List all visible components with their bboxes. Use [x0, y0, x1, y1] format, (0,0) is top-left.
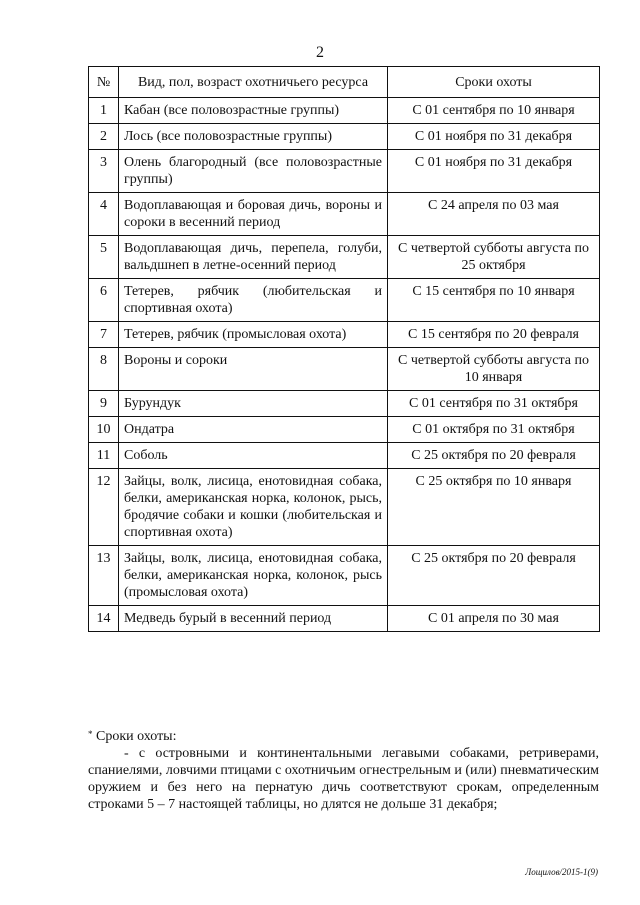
row-period: С 01 ноября по 31 декабря: [388, 150, 600, 193]
footnote: [88, 728, 599, 813]
row-number: 8: [89, 348, 119, 391]
footnote-title: Сроки охоты:: [96, 729, 177, 744]
row-number: 12: [89, 469, 119, 546]
table-row: [89, 348, 600, 391]
row-number: 13: [89, 546, 119, 606]
row-number: 4: [89, 193, 119, 236]
row-species: Ондатра: [119, 417, 388, 443]
row-period: С 25 октября по 20 февраля: [388, 443, 600, 469]
table-row: [89, 546, 600, 606]
table-row: [89, 469, 600, 546]
row-species: Водоплавающая дичь, перепела, голуби, вальдшнеп в летне-осенний период: [119, 236, 388, 279]
row-period: С 01 апреля по 30 мая: [388, 606, 600, 632]
row-number: 11: [89, 443, 119, 469]
table-row: [89, 443, 600, 469]
table-row: [89, 150, 600, 193]
footnote-body: - с островными и континентальными легавыми собаками, ретриверами, спаниелями, ловчими птицами с охотничьим огнестрельным и (или) пневматическим оружием и без него на пернатую дичь соответствуют срокам, определенным строками 5 – 7 настоящей таблицы, но длятся не дольше 31 декабря;: [88, 746, 599, 812]
header-number: №: [89, 67, 119, 98]
table-row: [89, 236, 600, 279]
row-species: Бурундук: [119, 391, 388, 417]
table-row: [89, 391, 600, 417]
row-number: 6: [89, 279, 119, 322]
hunting-periods-table: [88, 66, 600, 632]
footnote-marker: *: [88, 729, 93, 739]
row-species: Вороны и сороки: [119, 348, 388, 391]
row-number: 14: [89, 606, 119, 632]
table-row: [89, 193, 600, 236]
row-number: 5: [89, 236, 119, 279]
row-species: Тетерев, рябчик (любительская и спортивная охота): [119, 279, 388, 322]
row-species: Лось (все половозрастные группы): [119, 124, 388, 150]
table-header-row: [89, 67, 600, 98]
row-species: Зайцы, волк, лисица, енотовидная собака, белки, американская норка, колонок, рысь, бродячие собаки и кошки (любительская и спортивная охота): [119, 469, 388, 546]
header-period: Сроки охоты: [388, 67, 600, 98]
row-number: 2: [89, 124, 119, 150]
header-species: Вид, пол, возраст охотничьего ресурса: [119, 67, 388, 98]
row-number: 7: [89, 322, 119, 348]
row-species: Кабан (все половозрастные группы): [119, 98, 388, 124]
row-period: С 01 сентября по 31 октября: [388, 391, 600, 417]
row-period: С 15 сентября по 10 января: [388, 279, 600, 322]
page-number: 2: [316, 44, 324, 61]
document-code: Лощилов/2015-1(9): [525, 867, 598, 877]
row-species: Медведь бурый в весенний период: [119, 606, 388, 632]
row-number: 3: [89, 150, 119, 193]
table-row: [89, 124, 600, 150]
row-species: Водоплавающая и боровая дичь, вороны и сороки в весенний период: [119, 193, 388, 236]
row-species: Соболь: [119, 443, 388, 469]
row-number: 9: [89, 391, 119, 417]
row-number: 1: [89, 98, 119, 124]
table-row: [89, 322, 600, 348]
row-species: Зайцы, волк, лисица, енотовидная собака, белки, американская норка, колонок, рысь (промысловая охота): [119, 546, 388, 606]
table-row: [89, 98, 600, 124]
row-period: С 01 сентября по 10 января: [388, 98, 600, 124]
table-row: [89, 279, 600, 322]
table-row: [89, 606, 600, 632]
row-period: С 01 ноября по 31 декабря: [388, 124, 600, 150]
row-species: Тетерев, рябчик (промысловая охота): [119, 322, 388, 348]
row-period: С 25 октября по 20 февраля: [388, 546, 600, 606]
row-period: С четвертой субботы августа по 10 января: [388, 348, 600, 391]
row-period: С 15 сентября по 20 февраля: [388, 322, 600, 348]
row-period: С 24 апреля по 03 мая: [388, 193, 600, 236]
footnote-title-line: [88, 728, 599, 745]
row-period: С четвертой субботы августа по 25 октября: [388, 236, 600, 279]
table-row: [89, 417, 600, 443]
row-period: С 25 октября по 10 января: [388, 469, 600, 546]
row-period: С 01 октября по 31 октября: [388, 417, 600, 443]
row-species: Олень благородный (все половозрастные группы): [119, 150, 388, 193]
row-number: 10: [89, 417, 119, 443]
